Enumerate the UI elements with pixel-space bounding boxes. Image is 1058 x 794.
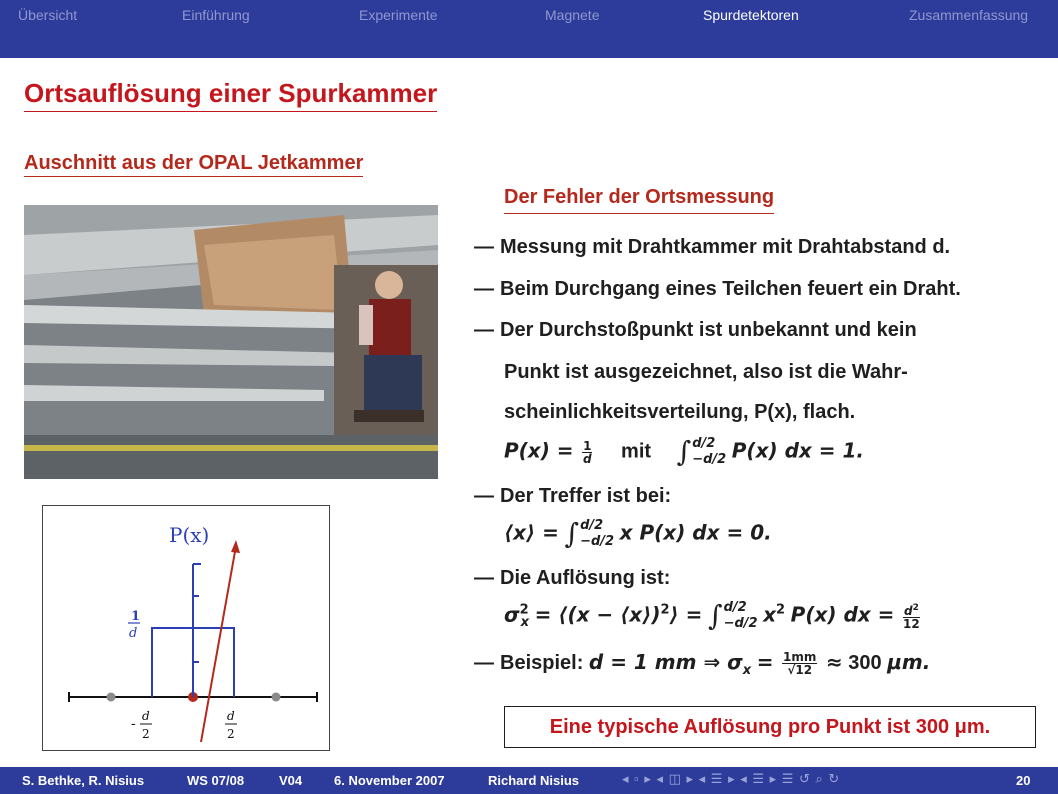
- summary-box: Eine typische Auflösung pro Punkt ist 300 μm.: [504, 706, 1036, 748]
- block-title: Der Fehler der Ortsmessung: [504, 186, 774, 214]
- bullet-passage: — Beim Durchgang eines Teilchen feuert ein Draht.: [474, 278, 961, 300]
- svg-text:2: 2: [142, 727, 150, 741]
- top-navigation: [0, 0, 1058, 58]
- svg-text:d: d: [142, 709, 150, 723]
- formula-mean: ⟨x⟩ = ∫ d/2 −d/2 x P(x) dx = 0.: [504, 517, 772, 550]
- nav-item-uebersicht[interactable]: Übersicht: [18, 7, 78, 23]
- svg-text:1: 1: [131, 609, 141, 624]
- footer-semester: WS 07/08: [187, 773, 245, 788]
- footer-date: 6. November 2007: [334, 773, 445, 788]
- nav-item-magnete[interactable]: Magnete: [545, 7, 600, 23]
- bullet-hit: — Der Treffer ist bei:: [474, 485, 672, 507]
- footer-bar: [0, 767, 1058, 794]
- nav-item-experimente[interactable]: Experimente: [359, 7, 438, 23]
- svg-text:d: d: [227, 709, 235, 723]
- nav-item-zusammenfassung[interactable]: Zusammenfassung: [909, 7, 1029, 23]
- bullet-uniform: — Der Durchstoßpunkt ist unbekannt und kein: [474, 319, 917, 341]
- bullet-measurement: — Messung mit Drahtkammer mit Drahtabstand d.: [474, 236, 951, 258]
- probability-distribution-plot: [42, 505, 330, 751]
- footer-authors: S. Bethke, R. Nisius: [22, 773, 145, 788]
- svg-text:-: -: [131, 716, 136, 732]
- bullet-uniform-line3: scheinlichkeitsverteilung, P(x), flach.: [504, 401, 856, 423]
- opal-jet-chamber-photo: [24, 205, 438, 479]
- formula-variance: $\sigma^2_x$ = ⟨(x − ⟨x⟩)$^2$⟩ = ∫ d/2 −d/2 $x^2$ P(x) dx = $\frac{d^2}{12}$: [504, 599, 920, 632]
- footer-page-number: 20: [1016, 773, 1031, 788]
- nav-item-einfuehrung[interactable]: Einführung: [182, 7, 250, 23]
- bullet-resolution: — Die Auflösung ist:: [474, 567, 671, 589]
- nav-item-spurdetektoren[interactable]: Spurdetektoren: [703, 7, 799, 23]
- svg-text:2: 2: [227, 727, 235, 741]
- formula-normalization: P(x) = $\frac{1}{d}$ mit ∫ d/2 −d/2 P(x) dx = 1.: [504, 435, 864, 468]
- footer-speaker: Richard Nisius: [488, 773, 580, 788]
- frame-title: Ortsauflösung einer Spurkammer: [24, 78, 437, 112]
- photo-subtitle: Auschnitt aus der OPAL Jetkammer: [24, 152, 363, 177]
- svg-text:d: d: [129, 626, 138, 641]
- footer-lecture: V04: [279, 773, 303, 788]
- bullet-example: — Beispiel: d = 1 mm ⇒ $\sigma_x$ = $\frac{1mm}{√12}$ ≈ 300 μm.: [474, 650, 931, 678]
- beamer-navigation-icons[interactable]: ◂ ▫ ▸ ◂ ◫ ▸ ◂ ☰ ▸ ◂ ☰ ▸ ☰ ↺ ⌕ ↻: [622, 771, 841, 786]
- bullet-uniform-line2: Punkt ist ausgezeichnet, also ist die Wahr-: [504, 361, 908, 383]
- plot-label-px: P(x): [169, 523, 210, 547]
